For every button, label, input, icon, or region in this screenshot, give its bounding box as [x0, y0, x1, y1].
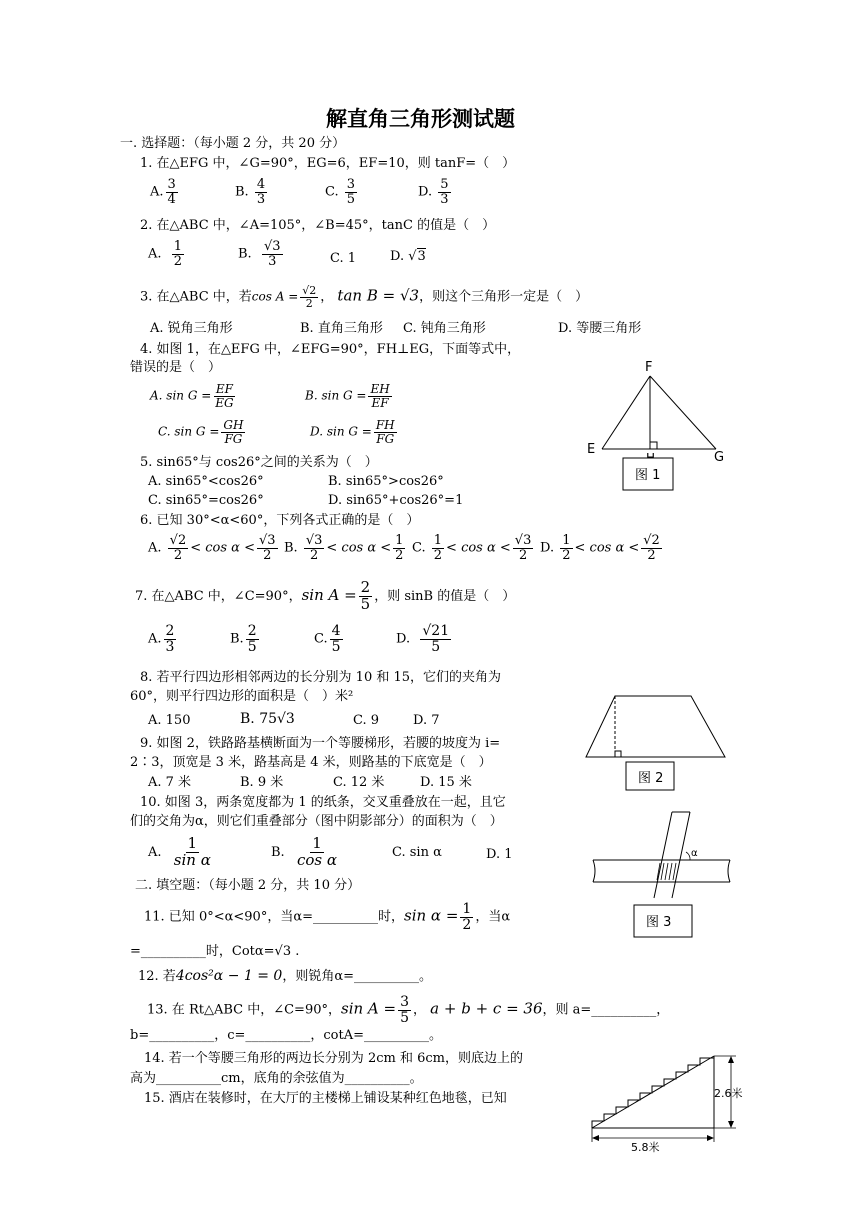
question-5-option: B. sin65°>cos26° — [328, 474, 444, 489]
question-1-option: D. $\frac{5}{3}$ — [418, 177, 449, 207]
question-8-option: D. 7 — [413, 713, 440, 728]
question-6-stem: 6. 已知 30°<α<60°，下列各式正确的是（ ） — [140, 513, 420, 528]
vertex-f-label: F — [645, 360, 653, 375]
width-label: 5.8米 — [631, 1141, 660, 1154]
vertex-e-label: E — [587, 442, 596, 457]
question-2-option: C. 1 — [330, 251, 357, 266]
question-6-option: C. $\frac{1}{2}$ < cos α < $\frac{√3}{2}$ — [412, 533, 532, 563]
question-8-stem: 60°，则平行四边形的面积是（ ）米² — [130, 689, 354, 704]
question-7-option: A. $\frac{2}{3}$ — [148, 623, 175, 655]
question-9-option: C. 12 米 — [333, 775, 385, 790]
vertex-g-label: G — [714, 450, 725, 465]
question-3-option: C. 钝角三角形 — [403, 321, 486, 336]
question-9-option: B. 9 米 — [240, 775, 284, 790]
question-10-option: D. 1 — [486, 847, 513, 862]
question-9-option: A. 7 米 — [148, 775, 192, 790]
figure-4 — [586, 1048, 786, 1154]
question-10-option: A. $\frac{1}{\text{sin α}}$ — [148, 834, 211, 869]
question-3-option: A. 锐角三角形 — [150, 321, 233, 336]
question-12: 12. 若4cos²α − 1 = 0，则锐角α=__________。 — [138, 968, 432, 984]
question-1-option: C. $\frac{3}{5}$ — [325, 177, 356, 207]
question-13-line-1: 13. 在 Rt△ABC 中，∠C=90°，sin A = $\frac{3}{5}$ ， a + b + c = 36，则 a=__________， — [147, 994, 670, 1026]
question-11-line-2: =__________时，Cotα=√3 . — [130, 944, 300, 959]
question-5-option: C. sin65°=cos26° — [148, 493, 264, 508]
question-10-stem: 10. 如图 3，两条宽度都为 1 的纸条，交叉重叠放在一起，且它 — [140, 795, 506, 810]
question-4-stem: 4. 如图 1，在△EFG 中，∠EFG=90°，FH⊥EG，下面等式中， — [140, 342, 521, 357]
alpha-label: α — [691, 848, 698, 859]
question-5-option: A. sin65°<cos26° — [148, 474, 264, 489]
question-2-stem: 2. 在△ABC 中，∠A=105°，∠B=45°，tanC 的值是（ ） — [140, 218, 496, 233]
question-2-option: B. $\frac{√3}{3}$ — [238, 239, 281, 269]
question-4-stem: 错误的是（ ） — [130, 360, 222, 375]
question-14-line-1: 14. 若一个等腰三角形的两边长分别为 2cm 和 6cm，则底边上的 — [144, 1051, 523, 1066]
question-4-option: B. sin G = $\frac{EH}{EF}$ — [305, 382, 390, 410]
question-3-option: D. 等腰三角形 — [558, 321, 642, 336]
question-5-option: D. sin65°+cos26°=1 — [328, 493, 464, 508]
question-1-option: A. $\frac{3}{4}$ — [150, 177, 176, 207]
question-1-option: B. $\frac{4}{3}$ — [235, 177, 266, 207]
question-5-stem: 5. sin65°与 cos26°之间的关系为（ ） — [140, 455, 378, 470]
question-7-option: B. $\frac{2}{5}$ — [230, 623, 257, 655]
question-8-option: C. 9 — [353, 713, 380, 728]
figure-3-caption: 图 3 — [646, 915, 672, 930]
page-title: 解直角三角形测试题 — [326, 107, 515, 131]
question-7-stem: 7. 在△ABC 中，∠C=90°，sin A = $\frac{2}{5}$ ，则 sinB 的值是（ ） — [135, 578, 516, 613]
question-8-stem: 8. 若平行四边形相邻两边的长分别为 10 和 15，它们的夹角为 — [140, 670, 502, 685]
figure-1 — [584, 356, 734, 491]
question-10-option: C. sin α — [392, 845, 442, 860]
question-7-option: C. $\frac{4}{5}$ — [314, 623, 341, 655]
section-heading: 二. 填空题：（每小题 2 分，共 10 分） — [135, 878, 361, 893]
question-6-option: B. $\frac{√3}{2}$ < cos α < $\frac{1}{2}$ — [284, 533, 404, 563]
question-4-option: D. sin G = $\frac{FH}{FG}$ — [310, 418, 395, 446]
figure-1-caption: 图 1 — [635, 468, 661, 483]
question-7-option: D. $\frac{√21}{5}$ — [396, 623, 450, 655]
question-2-option: D. √3 — [390, 249, 426, 264]
question-2-option: A. $\frac{1}{2}$ — [148, 239, 183, 269]
question-11-line-1: 11. 已知 0°<α<90°，当α=__________时，sin α = $\frac{1}{2}$ ，当α — [144, 901, 511, 933]
question-9-stem: 9. 如图 2，铁路路基横断面为一个等腰梯形，若腰的坡度为 i= — [140, 736, 501, 751]
section-heading: 一. 选择题：（每小题 2 分，共 20 分） — [120, 136, 346, 151]
figure-2 — [582, 690, 734, 792]
figure-3 — [590, 808, 740, 943]
question-13-line-2: b=__________，c=__________，cotA=__________。 — [130, 1028, 442, 1043]
question-4-option: A. sin G = $\frac{EF}{EG}$ — [150, 382, 234, 410]
question-4-option: C. sin G = $\frac{GH}{FG}$ — [158, 418, 244, 446]
figure-2-caption: 图 2 — [638, 771, 664, 786]
question-9-stem: 2∶3，顶宽是 3 米，路基高是 4 米，则路基的下底宽是（ ） — [130, 755, 492, 770]
question-10-option: B. $\frac{1}{\text{cos α}}$ — [271, 834, 337, 869]
question-8-option: A. 150 — [148, 713, 191, 728]
question-6-option: D. $\frac{1}{2}$ < cos α < $\frac{√2}{2}$ — [540, 533, 660, 563]
question-8-option: B. 75√3 — [240, 711, 295, 727]
height-label: 2.6米 — [714, 1087, 743, 1100]
question-9-option: D. 15 米 — [420, 775, 472, 790]
question-14-line-2: 高为__________cm，底角的余弦值为__________。 — [130, 1071, 423, 1086]
question-15-line-1: 15. 酒店在装修时，在大厅的主楼梯上铺设某种红色地毯，已知 — [144, 1091, 507, 1106]
question-6-option: A. $\frac{√2}{2}$ < cos α < $\frac{√3}{2}$ — [148, 533, 276, 563]
question-3-stem: 3. 在△ABC 中，若cos A = $\frac{√2}{2}$ ， tan B = √3，则这个三角形一定是（ ） — [140, 284, 589, 310]
question-10-stem: 们的交角为α，则它们重叠部分（图中阴影部分）的面积为（ ） — [130, 814, 503, 829]
question-1-stem: 1. 在△EFG 中，∠G=90°，EG=6，EF=10，则 tanF=（ ） — [140, 156, 516, 171]
question-3-option: B. 直角三角形 — [300, 321, 383, 336]
